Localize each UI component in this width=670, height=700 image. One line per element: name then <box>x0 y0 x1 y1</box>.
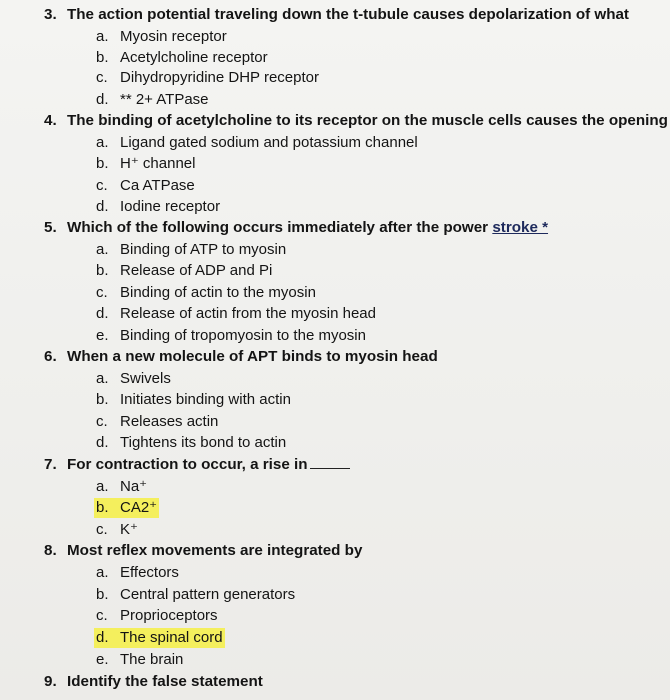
question-8 <box>44 541 362 561</box>
option-3d <box>94 90 211 110</box>
option-text: Ca ATPase <box>120 177 195 194</box>
answer-blank <box>310 456 350 469</box>
option-text: Binding of actin to the myosin <box>120 284 316 301</box>
question-4 <box>44 111 668 131</box>
option-letter: b. <box>96 586 109 603</box>
option-3b <box>94 48 270 68</box>
option-text: The spinal cord <box>120 629 223 646</box>
option-text: The brain <box>120 651 184 668</box>
option-7c <box>94 520 140 540</box>
question-3 <box>44 5 629 25</box>
option-letter: e. <box>96 651 109 668</box>
option-letter: c. <box>96 69 108 86</box>
option-text: Na⁺ <box>120 478 148 495</box>
option-text: Binding of tropomyosin to the myosin <box>120 327 366 344</box>
option-4a <box>94 133 420 153</box>
question-text: Which of the following occurs immediately after the power <box>67 219 493 236</box>
option-text: CA2⁺ <box>120 499 158 516</box>
option-5a <box>94 240 288 260</box>
question-number: 4. <box>44 112 57 129</box>
option-letter: d. <box>96 629 109 646</box>
option-letter: c. <box>96 413 108 430</box>
question-number: 5. <box>44 219 57 236</box>
question-text: The binding of acetylcholine to its receptor on the muscle cells causes the opening <box>67 112 668 129</box>
question-7 <box>44 455 350 475</box>
option-text: Release of actin from the myosin head <box>120 305 376 322</box>
option-text: Binding of ATP to myosin <box>120 241 287 258</box>
option-7b-highlighted <box>94 498 159 518</box>
option-letter: c. <box>96 607 108 624</box>
option-letter: e. <box>96 327 109 344</box>
option-text: ** 2+ ATPase <box>120 91 209 108</box>
question-number: 3. <box>44 6 57 23</box>
option-6d <box>94 433 288 453</box>
option-4c <box>94 176 197 196</box>
underlined-word: stroke * <box>492 219 549 236</box>
option-3a <box>94 27 229 47</box>
option-8b <box>94 585 297 605</box>
option-letter: d. <box>96 198 109 215</box>
option-letter: c. <box>96 177 108 194</box>
question-number: 6. <box>44 348 57 365</box>
option-letter: d. <box>96 434 109 451</box>
question-number: 7. <box>44 456 57 473</box>
option-5b <box>94 261 274 281</box>
option-3c <box>94 68 321 88</box>
option-8d-highlighted <box>94 628 225 648</box>
option-text: Ligand gated sodium and potassium channel <box>120 134 418 151</box>
option-letter: a. <box>96 241 109 258</box>
option-text: Proprioceptors <box>120 607 218 624</box>
question-text: For contraction to occur, a rise in <box>67 456 308 473</box>
option-letter: a. <box>96 478 109 495</box>
option-text: Myosin receptor <box>120 28 227 45</box>
option-8e <box>94 650 185 670</box>
option-5c <box>94 283 318 303</box>
option-4d <box>94 197 222 217</box>
option-letter: c. <box>96 284 108 301</box>
question-text: Most reflex movements are integrated by <box>67 542 363 559</box>
option-text: Dihydropyridine DHP receptor <box>120 69 319 86</box>
option-6c <box>94 412 220 432</box>
option-text: Release of ADP and Pi <box>120 262 273 279</box>
option-letter: c. <box>96 521 108 538</box>
option-6a <box>94 369 173 389</box>
question-6 <box>44 347 438 367</box>
option-7a <box>94 477 149 497</box>
option-text: Releases actin <box>120 413 219 430</box>
option-letter: d. <box>96 91 109 108</box>
option-letter: b. <box>96 49 109 66</box>
option-text: Effectors <box>120 564 179 581</box>
option-8c <box>94 606 220 626</box>
option-text: Iodine receptor <box>120 198 221 215</box>
option-text: K⁺ <box>120 521 138 538</box>
option-text: Tightens its bond to actin <box>120 434 287 451</box>
question-text: When a new molecule of APT binds to myosin head <box>67 348 438 365</box>
option-text: Acetylcholine receptor <box>120 49 268 66</box>
option-letter: d. <box>96 305 109 322</box>
option-4b <box>94 154 197 174</box>
question-9 <box>44 672 263 692</box>
option-letter: a. <box>96 28 109 45</box>
option-8a <box>94 563 181 583</box>
option-letter: a. <box>96 564 109 581</box>
option-letter: b. <box>96 155 109 172</box>
option-letter: a. <box>96 134 109 151</box>
option-text: Central pattern generators <box>120 586 296 603</box>
option-text: Swivels <box>120 370 171 387</box>
question-number: 8. <box>44 542 57 559</box>
option-5d <box>94 304 378 324</box>
option-6b <box>94 390 293 410</box>
option-text: H⁺ channel <box>120 155 196 172</box>
option-text: Initiates binding with actin <box>120 391 291 408</box>
question-5 <box>44 218 548 238</box>
question-number: 9. <box>44 673 57 690</box>
option-letter: b. <box>96 262 109 279</box>
option-5e <box>94 326 368 346</box>
question-text: The action potential traveling down the t-tubule causes depolarization of what <box>67 6 629 23</box>
option-letter: b. <box>96 499 109 516</box>
question-text: Identify the false statement <box>67 673 263 690</box>
option-letter: b. <box>96 391 109 408</box>
option-letter: a. <box>96 370 109 387</box>
